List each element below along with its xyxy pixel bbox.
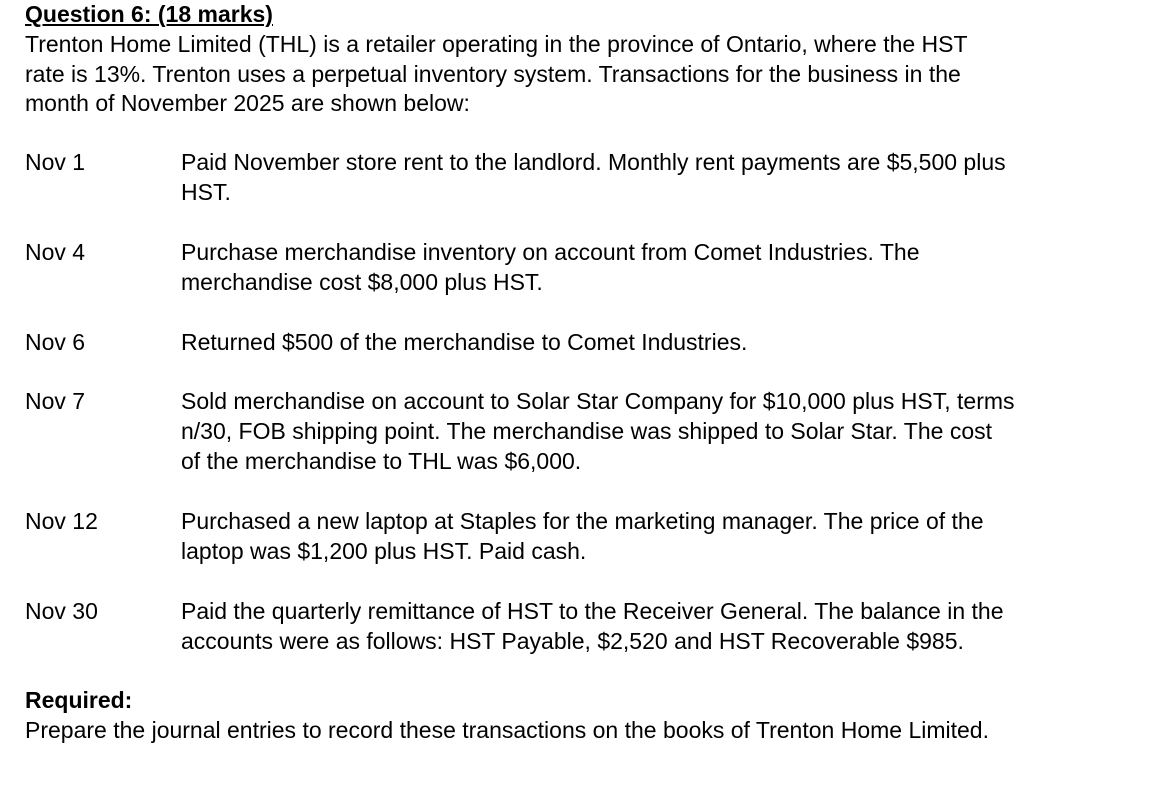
question-title: Question 6: (18 marks) bbox=[25, 1, 273, 27]
required-text: Prepare the journal entries to record these transactions on the books of Trenton Home Limited. bbox=[25, 716, 989, 743]
transaction-date: Nov 12 bbox=[25, 508, 98, 534]
question-header bbox=[25, 0, 968, 119]
description-line: of the merchandise to THL was $6,000. bbox=[181, 447, 582, 474]
transaction-date: Nov 30 bbox=[25, 598, 98, 624]
transaction-date: Nov 1 bbox=[25, 149, 86, 175]
transaction-date: Nov 7 bbox=[25, 388, 86, 414]
transaction-description bbox=[181, 148, 1006, 208]
description-line: accounts were as follows: HST Payable, $2,520 and HST Recoverable $985. bbox=[181, 627, 964, 654]
transaction-description bbox=[181, 387, 1015, 476]
description-line: laptop was $1,200 plus HST. Paid cash. bbox=[181, 537, 587, 564]
description-line: Purchase merchandise inventory on account from Comet Industries. The bbox=[181, 239, 920, 265]
required-section bbox=[25, 686, 989, 746]
intro-line: Trenton Home Limited (THL) is a retailer operating in the province of Ontario, where the HST bbox=[25, 30, 968, 57]
description-line: Sold merchandise on account to Solar Star Company for $10,000 plus HST, terms bbox=[181, 388, 1015, 414]
description-line: Paid the quarterly remittance of HST to the Receiver General. The balance in the bbox=[181, 598, 1004, 624]
required-heading: Required: bbox=[25, 687, 133, 713]
transaction-description bbox=[181, 238, 920, 298]
description-line: n/30, FOB shipping point. The merchandise was shipped to Solar Star. The cost bbox=[181, 417, 992, 444]
description-line: HST. bbox=[181, 178, 231, 205]
description-line: merchandise cost $8,000 plus HST. bbox=[181, 268, 543, 295]
intro-line: month of November 2025 are shown below: bbox=[25, 90, 470, 117]
transaction-description bbox=[181, 507, 984, 567]
transaction-date: Nov 4 bbox=[25, 239, 86, 265]
transaction-description bbox=[181, 597, 1004, 657]
transaction-date: Nov 6 bbox=[25, 329, 86, 355]
description-line: Returned $500 of the merchandise to Comet Industries. bbox=[181, 329, 748, 355]
transaction-description bbox=[181, 328, 747, 358]
intro-line: rate is 13%. Trenton uses a perpetual inventory system. Transactions for the business in the bbox=[25, 60, 961, 87]
description-line: Purchased a new laptop at Staples for the marketing manager. The price of the bbox=[181, 508, 984, 534]
description-line: Paid November store rent to the landlord. Monthly rent payments are $5,500 plus bbox=[181, 149, 1006, 175]
